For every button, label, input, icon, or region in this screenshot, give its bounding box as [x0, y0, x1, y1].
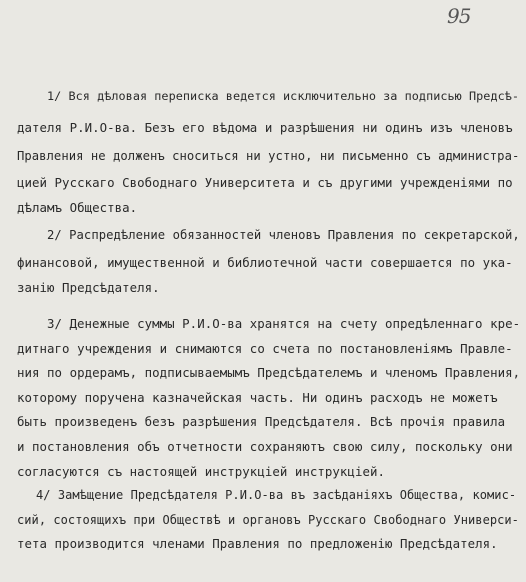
paragraph-2-line-2: финансовой, имущественной и библиотечной части совершается по ука-	[17, 255, 513, 270]
paragraph-3-line-5: быть произведенъ безъ разрѣшения Предсѣдателя. Всѣ прочiя правила	[17, 414, 506, 429]
page-number: 95	[447, 4, 471, 28]
paragraph-4-line-2: сий, состоящихъ при Обществѣ и органовъ Русскаго Свободнаго Универси-	[17, 513, 519, 527]
paragraph-1-line-2: дателя Р.И.О-ва. Безъ его вѣдома и разрѣшения ни одинъ изъ членовъ	[17, 120, 513, 135]
paragraph-1-line-5: дѣламъ Общества.	[17, 200, 138, 215]
paragraph-1-line-3: Правления не долженъ сноситься ни устно, ни письменно съ администра-	[17, 149, 520, 163]
paragraph-3-line-1: 3/ Денежные суммы Р.И.О-ва хранятся на счету опредѣленнаго кре-	[47, 316, 521, 331]
paragraph-1-line-4: цией Русскаго Свободнаго Университета и съ другими учрежденiями по	[17, 175, 513, 190]
paragraph-3-line-4: которому поручена казначейская часть. Ни одинъ расходъ не можетъ	[17, 390, 498, 405]
paragraph-2-line-3: занiю Предсѣдателя.	[17, 280, 160, 295]
paragraph-2-line-1: 2/ Распредѣление обязанностей членовъ Правления по секретарской,	[47, 228, 520, 242]
paragraph-1-line-1: 1/ Вся дѣловая переписка ведется исключительно за подписью Предсѣ-	[47, 89, 520, 103]
paragraph-3-line-7: согласуются съ настоящей инструкцiей инструкцiей.	[17, 464, 385, 479]
paragraph-3-line-2: дитнаго учреждения и снимаются со счета по постановленiямъ Правле-	[17, 341, 513, 356]
paragraph-3-line-6: и постановления объ отчетности сохраняютъ свою силу, поскольку они	[17, 439, 513, 454]
paragraph-4-line-3: тета производится членами Правления по предложенiю Предсѣдателя.	[17, 536, 498, 551]
paragraph-4-line-1: 4/ Замѣщение Предсѣдателя Р.И.О-ва въ засѣданiяхъ Общества, комис-	[36, 488, 517, 502]
paragraph-3-line-3: ния по ордерамъ, подписываемымъ Предсѣдателемъ и членомъ Правления,	[17, 365, 521, 380]
